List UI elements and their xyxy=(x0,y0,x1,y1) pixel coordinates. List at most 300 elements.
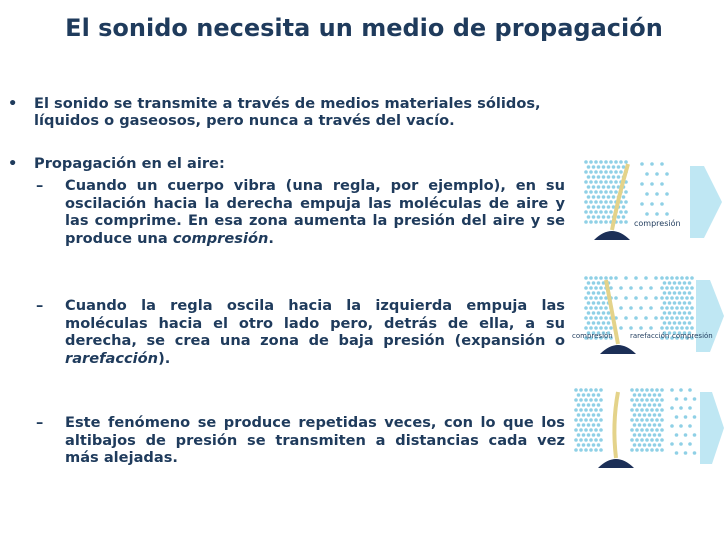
molecule-dot xyxy=(650,398,654,402)
molecule-dot xyxy=(655,388,659,392)
molecule-dot xyxy=(589,296,593,300)
molecule-dot xyxy=(634,296,638,300)
molecule-dot xyxy=(685,286,689,290)
molecule-dot xyxy=(665,316,669,320)
molecule-dot xyxy=(665,286,669,290)
compression-illustration xyxy=(572,158,724,246)
molecule-dot xyxy=(574,408,578,412)
molecule-dot xyxy=(650,408,654,412)
molecule-dot xyxy=(649,306,653,310)
molecule-dot xyxy=(680,276,684,280)
molecule-dot xyxy=(633,433,637,437)
molecule-dot xyxy=(650,182,654,186)
molecule-dot xyxy=(643,433,647,437)
molecule-dot xyxy=(650,448,654,452)
molecule-dot xyxy=(587,205,591,209)
molecule-dot xyxy=(604,190,608,194)
molecule-dot xyxy=(607,185,611,189)
molecule-dot xyxy=(663,311,667,315)
molecule-dot xyxy=(594,408,598,412)
molecule-dot xyxy=(684,415,688,419)
molecule-dot xyxy=(584,180,588,184)
molecule-dot xyxy=(619,220,623,224)
molecule-dot xyxy=(579,418,583,422)
molecule-dot xyxy=(592,205,596,209)
molecule-dot xyxy=(665,306,669,310)
molecule-dot xyxy=(592,413,596,417)
molecule-dot xyxy=(624,296,628,300)
molecule-dot xyxy=(589,276,593,280)
molecule-dot xyxy=(688,388,692,392)
molecule-dot xyxy=(594,180,598,184)
molecule-dot xyxy=(609,180,613,184)
molecule-dot xyxy=(673,311,677,315)
molecule-dot xyxy=(690,296,694,300)
molecule-dot xyxy=(604,210,608,214)
molecule-dot xyxy=(592,311,596,315)
molecules-rarefied xyxy=(614,276,658,330)
molecule-dot xyxy=(594,220,598,224)
label-compresion: compresión xyxy=(572,332,613,340)
molecule-dot xyxy=(643,393,647,397)
molecule-dot xyxy=(673,301,677,305)
molecule-dot xyxy=(599,170,603,174)
molecule-dot xyxy=(589,408,593,412)
molecule-dot xyxy=(587,281,591,285)
subbullet-repeticion xyxy=(36,414,565,467)
molecule-dot xyxy=(604,220,608,224)
molecule-dot xyxy=(658,443,662,447)
molecule-dot xyxy=(688,321,692,325)
molecule-dot xyxy=(685,326,689,330)
molecule-dot xyxy=(683,321,687,325)
molecule-dot xyxy=(589,200,593,204)
molecule-dot xyxy=(584,296,588,300)
molecule-dot xyxy=(685,306,689,310)
molecule-dot xyxy=(599,388,603,392)
molecule-dot xyxy=(594,210,598,214)
molecule-dot xyxy=(592,291,596,295)
molecule-dot xyxy=(658,393,662,397)
molecule-dot xyxy=(624,210,628,214)
molecule-dot xyxy=(670,326,674,330)
molecule-dot xyxy=(587,185,591,189)
molecule-dot xyxy=(663,281,667,285)
molecule-dot xyxy=(660,448,664,452)
molecule-dot xyxy=(660,408,664,412)
molecule-dot xyxy=(584,428,588,432)
molecule-dot xyxy=(607,175,611,179)
molecule-dot xyxy=(658,403,662,407)
molecule-dot xyxy=(684,397,688,401)
molecule-dot xyxy=(614,276,618,280)
molecule-dot xyxy=(599,210,603,214)
molecule-dot xyxy=(579,388,583,392)
molecule-dot xyxy=(660,182,664,186)
molecule-dot xyxy=(597,413,601,417)
molecule-dot xyxy=(653,423,657,427)
molecule-dot xyxy=(650,438,654,442)
molecule-dot xyxy=(640,448,644,452)
molecule-dot xyxy=(589,316,593,320)
molecule-dot xyxy=(584,418,588,422)
molecule-dot xyxy=(582,443,586,447)
molecule-dot xyxy=(653,443,657,447)
molecule-dot xyxy=(668,311,672,315)
molecule-dot xyxy=(660,202,664,206)
molecule-dot xyxy=(670,316,674,320)
molecules-sparse xyxy=(640,162,669,216)
molecule-dot xyxy=(589,210,593,214)
molecule-dot xyxy=(679,442,683,446)
bullet-text: Propagación en el aire: xyxy=(34,155,225,172)
rarefaction-illustration xyxy=(572,272,724,360)
molecule-dot xyxy=(640,408,644,412)
wave-propagation-illustration xyxy=(572,384,724,472)
molecule-dot xyxy=(619,170,623,174)
molecule-dot xyxy=(660,286,664,290)
molecule-dot xyxy=(688,311,692,315)
molecule-dot xyxy=(574,438,578,442)
molecule-dot xyxy=(648,393,652,397)
molecule-dot xyxy=(675,306,679,310)
molecule-dot xyxy=(619,326,623,330)
molecule-dot xyxy=(587,165,591,169)
molecule-dot xyxy=(609,190,613,194)
molecule-dot xyxy=(690,276,694,280)
figure-rarefaccion xyxy=(572,272,724,360)
molecule-dot xyxy=(597,185,601,189)
molecule-dot xyxy=(587,175,591,179)
molecule-dot xyxy=(597,423,601,427)
label-compresion: compresión xyxy=(634,219,681,228)
molecule-dot xyxy=(597,281,601,285)
molecule-dot xyxy=(607,205,611,209)
molecule-dot xyxy=(602,175,606,179)
molecule-dot xyxy=(688,442,692,446)
molecule-dot xyxy=(653,403,657,407)
molecule-dot xyxy=(648,403,652,407)
molecule-dot xyxy=(582,433,586,437)
molecules-band-2 xyxy=(630,388,664,452)
molecule-dot xyxy=(633,403,637,407)
molecule-dot xyxy=(660,428,664,432)
molecule-dot xyxy=(688,281,692,285)
molecule-dot xyxy=(655,172,659,176)
molecule-dot xyxy=(619,210,623,214)
molecule-dot xyxy=(683,281,687,285)
molecule-dot xyxy=(670,306,674,310)
molecule-dot xyxy=(592,195,596,199)
molecule-dot xyxy=(617,165,621,169)
molecule-dot xyxy=(587,195,591,199)
molecule-dot xyxy=(683,301,687,305)
subbullet-text: Este fenómeno se produce repetidas veces, con lo que los altibajos de presión se transmiten a distancias cada vez más alejadas. xyxy=(65,414,565,466)
molecule-dot xyxy=(663,301,667,305)
molecule-dot xyxy=(604,200,608,204)
molecule-dot xyxy=(609,170,613,174)
molecule-dot xyxy=(607,321,611,325)
molecule-dot xyxy=(675,326,679,330)
molecule-dot xyxy=(680,316,684,320)
molecule-dot xyxy=(645,172,649,176)
molecule-dot xyxy=(584,276,588,280)
bullet-mark: • xyxy=(8,95,18,112)
molecule-dot xyxy=(663,291,667,295)
molecule-dot xyxy=(597,433,601,437)
molecule-dot xyxy=(579,428,583,432)
molecule-dot xyxy=(587,321,591,325)
molecule-dot xyxy=(574,388,578,392)
molecule-dot xyxy=(663,321,667,325)
molecule-dot xyxy=(675,451,679,455)
molecule-dot xyxy=(589,438,593,442)
molecule-dot xyxy=(685,316,689,320)
molecule-dot xyxy=(629,326,633,330)
molecule-dot xyxy=(587,291,591,295)
figure-ondas xyxy=(572,384,724,472)
molecule-dot xyxy=(624,190,628,194)
molecule-dot xyxy=(658,423,662,427)
molecule-dot xyxy=(653,393,657,397)
molecule-dot xyxy=(678,321,682,325)
molecule-dot xyxy=(584,210,588,214)
molecule-dot xyxy=(577,413,581,417)
molecule-dot xyxy=(638,393,642,397)
molecule-dot xyxy=(577,393,581,397)
slide-title: El sonido necesita un medio de propagación xyxy=(65,14,663,42)
molecule-dot xyxy=(599,418,603,422)
molecule-dot xyxy=(638,423,642,427)
molecule-dot xyxy=(584,408,588,412)
molecule-dot xyxy=(645,408,649,412)
molecule-dot xyxy=(654,296,658,300)
molecule-dot xyxy=(638,443,642,447)
molecule-dot xyxy=(609,200,613,204)
molecule-dot xyxy=(584,306,588,310)
molecule-dot xyxy=(624,276,628,280)
molecule-dot xyxy=(633,413,637,417)
molecule-dot xyxy=(630,418,634,422)
molecule-dot xyxy=(577,423,581,427)
molecule-dot xyxy=(650,202,654,206)
molecule-dot xyxy=(599,200,603,204)
molecule-dot xyxy=(604,276,608,280)
molecule-dot xyxy=(640,418,644,422)
molecule-dot xyxy=(660,326,664,330)
molecule-dot xyxy=(690,286,694,290)
molecule-dot xyxy=(658,413,662,417)
molecule-dot xyxy=(673,291,677,295)
molecule-dot xyxy=(589,326,593,330)
molecule-dot xyxy=(660,438,664,442)
molecule-dot xyxy=(594,438,598,442)
molecule-dot xyxy=(635,438,639,442)
molecule-dot xyxy=(594,160,598,164)
molecule-dot xyxy=(599,438,603,442)
molecule-dot xyxy=(665,212,669,216)
molecule-dot xyxy=(579,448,583,452)
molecule-dot xyxy=(635,398,639,402)
molecule-dot xyxy=(670,406,674,410)
molecule-dot xyxy=(680,286,684,290)
molecule-dot xyxy=(609,160,613,164)
molecule-dot xyxy=(584,316,588,320)
molecule-dot xyxy=(619,160,623,164)
molecule-dot xyxy=(599,276,603,280)
molecule-dot xyxy=(614,160,618,164)
bullet-text: El sonido se transmite a través de medios materiales sólidos, líquidos o gaseosos, pero nunca a través del vacío. xyxy=(34,95,541,129)
molecule-dot xyxy=(660,162,664,166)
molecule-dot xyxy=(679,388,683,392)
molecule-dot xyxy=(640,182,644,186)
molecule-dot xyxy=(670,388,674,392)
molecule-dot xyxy=(584,448,588,452)
molecule-dot xyxy=(665,172,669,176)
molecule-dot xyxy=(617,215,621,219)
molecule-dot xyxy=(599,326,603,330)
molecule-dot xyxy=(587,301,591,305)
molecule-dot xyxy=(609,210,613,214)
molecule-dot xyxy=(633,393,637,397)
molecule-dot xyxy=(678,291,682,295)
molecule-dot xyxy=(597,311,601,315)
subbullet-text: Cuando un cuerpo vibra (una regla, por ejemplo), en su oscilación hacia la derecha empuja las moléculas de aire y las comprime. En esa zona aumenta la presión del aire y se produce una xyxy=(65,177,565,247)
molecule-dot xyxy=(604,316,608,320)
molecule-dot xyxy=(679,406,683,410)
clamp-base-icon xyxy=(594,231,630,240)
molecule-dot xyxy=(648,433,652,437)
molecule-dot xyxy=(609,276,613,280)
molecule-dot xyxy=(693,451,697,455)
molecule-dot xyxy=(673,281,677,285)
molecule-dot xyxy=(599,398,603,402)
molecule-dot xyxy=(602,215,606,219)
molecule-dot xyxy=(584,326,588,330)
molecule-dot xyxy=(660,276,664,280)
molecule-dot xyxy=(577,443,581,447)
molecule-dot xyxy=(622,215,626,219)
molecule-dot xyxy=(640,438,644,442)
molecule-dot xyxy=(589,220,593,224)
molecule-dot xyxy=(599,428,603,432)
molecule-dot xyxy=(688,301,692,305)
molecule-dot xyxy=(612,165,616,169)
molecule-dot xyxy=(582,393,586,397)
molecule-dot xyxy=(640,162,644,166)
subbullet-tail: ). xyxy=(158,349,171,367)
molecule-dot xyxy=(592,423,596,427)
molecule-dot xyxy=(617,175,621,179)
wave-arrow-icon xyxy=(690,166,722,238)
molecule-dot xyxy=(640,388,644,392)
molecule-dot xyxy=(589,428,593,432)
molecule-dot xyxy=(592,165,596,169)
molecule-dot xyxy=(624,220,628,224)
molecule-dot xyxy=(645,448,649,452)
molecule-dot xyxy=(650,428,654,432)
molecule-dot xyxy=(574,398,578,402)
molecule-dot xyxy=(584,160,588,164)
molecule-dot xyxy=(604,306,608,310)
molecule-dot xyxy=(639,286,643,290)
molecule-dot xyxy=(635,408,639,412)
molecule-dot xyxy=(638,403,642,407)
molecule-dot xyxy=(599,220,603,224)
molecule-dot xyxy=(589,418,593,422)
molecule-dot xyxy=(594,306,598,310)
bullet-propagacion xyxy=(8,155,560,172)
molecule-dot xyxy=(635,428,639,432)
molecule-dot xyxy=(599,316,603,320)
molecule-dot xyxy=(650,388,654,392)
molecule-dot xyxy=(579,438,583,442)
molecule-dot xyxy=(660,316,664,320)
molecule-dot xyxy=(684,451,688,455)
molecule-dot xyxy=(589,180,593,184)
molecule-dot xyxy=(582,403,586,407)
molecule-dot xyxy=(683,291,687,295)
clamp-base-icon xyxy=(598,459,634,468)
molecule-dot xyxy=(599,180,603,184)
molecule-dot xyxy=(688,406,692,410)
molecule-dot xyxy=(680,326,684,330)
clamp-base-icon xyxy=(600,345,636,354)
molecule-dot xyxy=(649,326,653,330)
molecule-dot xyxy=(640,202,644,206)
molecule-dot xyxy=(680,296,684,300)
molecule-dot xyxy=(645,438,649,442)
molecule-dot xyxy=(693,397,697,401)
molecule-dot xyxy=(589,448,593,452)
molecule-dot xyxy=(599,286,603,290)
molecule-dot xyxy=(594,326,598,330)
molecule-dot xyxy=(589,170,593,174)
molecule-dot xyxy=(574,428,578,432)
molecule-dot xyxy=(649,286,653,290)
molecule-dot xyxy=(678,281,682,285)
figure-compresion xyxy=(572,158,724,246)
molecule-dot xyxy=(630,428,634,432)
molecule-dot xyxy=(645,388,649,392)
molecule-dot xyxy=(584,170,588,174)
wave-arrow-icon xyxy=(696,280,724,352)
molecule-dot xyxy=(587,403,591,407)
molecule-dot xyxy=(622,195,626,199)
molecule-dot xyxy=(594,316,598,320)
molecule-dot xyxy=(574,448,578,452)
molecule-dot xyxy=(607,195,611,199)
molecule-dot xyxy=(670,424,674,428)
molecule-dot xyxy=(602,321,606,325)
molecule-dot xyxy=(589,388,593,392)
molecule-dot xyxy=(650,162,654,166)
molecule-dot xyxy=(592,301,596,305)
molecule-dot xyxy=(594,200,598,204)
molecule-dot xyxy=(584,190,588,194)
molecule-dot xyxy=(639,306,643,310)
molecule-dot xyxy=(655,398,659,402)
molecule-dot xyxy=(587,433,591,437)
molecule-dot xyxy=(592,443,596,447)
molecule-dot xyxy=(592,175,596,179)
molecule-dot xyxy=(655,192,659,196)
molecule-dot xyxy=(587,413,591,417)
molecules-band-3 xyxy=(670,388,696,455)
molecule-dot xyxy=(675,316,679,320)
molecule-dot xyxy=(688,291,692,295)
molecule-dot xyxy=(679,424,683,428)
